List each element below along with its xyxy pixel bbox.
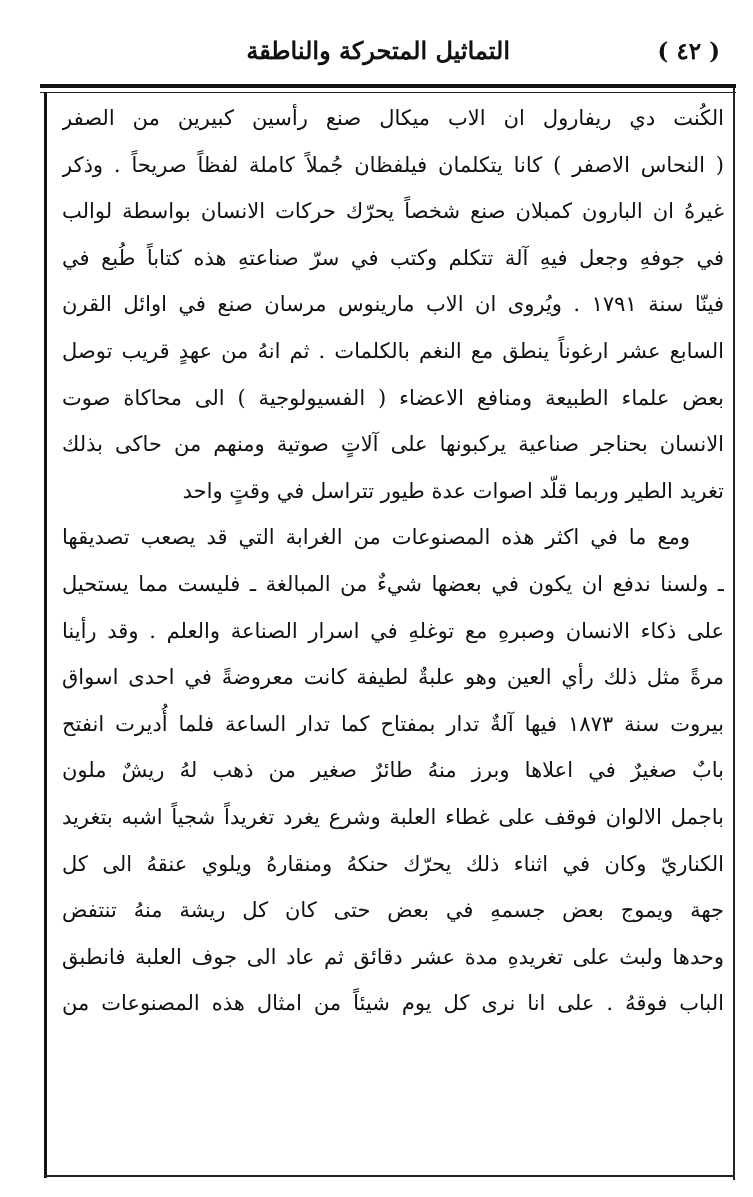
text-line: السابع عشر ارغوناً ينطق مع النغم بالكلمات . ثم انهُ من عهدٍ قريب توصل	[62, 338, 724, 363]
text-line: بعض علماء الطبيعة ومنافع الاعضاء ( الفسيولوجية ) الى محاكاة صوت	[62, 385, 724, 410]
text-line: ـ ولسنا ندفع ان يكون في بعضها شيءٌ من المبالغة ـ فليست مما يستحيل	[62, 571, 724, 596]
text-line: الكناريّ وكان في اثناء ذلك يحرّك حنكهُ ومنقارهُ ويلوي عنقهُ الى كل	[62, 851, 724, 876]
text-line: وحدها ولبث على تغريدهِ مدة عشر دقائق ثم عاد الى جوف العلبة فانطبق	[62, 944, 724, 969]
page-number: ( ٤٢ )	[657, 38, 720, 65]
text-line: بيروت سنة ١٨٧٣ فيها آلةٌ تدار بمفتاح كما تدار الساعة فلما أُديرت انفتح	[62, 711, 724, 736]
text-line: الانسان بحناجر صناعية يركبونها على آلاتٍ صوتية ومنهم من حاكى بذلك	[62, 432, 724, 457]
text-line: الباب فوقهُ . على انا نرى كل يوم شيئاً من امثال هذه المصنوعات من	[62, 991, 724, 1016]
text-line: مرةً مثل ذلك رأي العين وهو علبةٌ لطيفة كانت معروضةً في احدى اسواق	[62, 665, 724, 690]
text-line: الكُنت دي ريفارول ان الاب ميكال صنع رأسين كبيرين من الصفر	[62, 106, 724, 130]
text-line: فينّا سنة ١٧٩١ . ويُروى ان الاب مارينوس مرسان صنع في اوائل القرن	[62, 292, 724, 317]
text-line: جهة ويموج بعض جسمهِ في بعض حتى كان كل ريشة منهُ تنتفض	[62, 898, 724, 923]
frame-bottom-border	[44, 1175, 735, 1177]
frame-right-border	[733, 88, 735, 1180]
text-line: ( النحاس الاصفر ) كانا يتكلمان فيلفظان جُملاً كاملة لفظاً صريحاً . وذكر	[62, 152, 724, 177]
text-line-paragraph-start: ومع ما في اكثر هذه المصنوعات من الغرابة التي قد يصعب تصديقها	[62, 525, 690, 550]
text-line: باجمل الالوان فوقف على غطاء العلبة وشرع يغرد تغريداً شجياً اشبه بتغريد	[62, 804, 724, 829]
text-line-paragraph-end: تغريد الطير وربما قلّد اصوات عدة طيور تتراسل في وقتٍ واحد	[182, 478, 724, 503]
text-line: في جوفهِ وجعل فيهِ آلة تتكلم وكتب في سرّ صناعتهِ هذه كتاباً طُبع في	[62, 245, 724, 270]
header-rule-thin	[40, 92, 736, 93]
text-line: غيرهُ ان البارون كمبلان صنع شخصاً يحرّك حركات الانسان بواسطة لوالب	[62, 199, 724, 224]
text-line: بابٌ صغيرٌ في اعلاها وبرز منهُ طائرٌ صغير من ذهب لهُ ريشٌ ملون	[62, 758, 724, 783]
header-rule-thick	[40, 84, 736, 88]
page-header	[40, 30, 730, 80]
body-text	[62, 95, 724, 1175]
running-title: التماثيل المتحركة والناطقة	[246, 36, 510, 65]
frame-left-border	[44, 92, 47, 1178]
text-line: على ذكاء الانسان وصبرهِ مع توغلهِ في اسرار الصناعة والعلم . وقد رأينا	[62, 618, 724, 643]
